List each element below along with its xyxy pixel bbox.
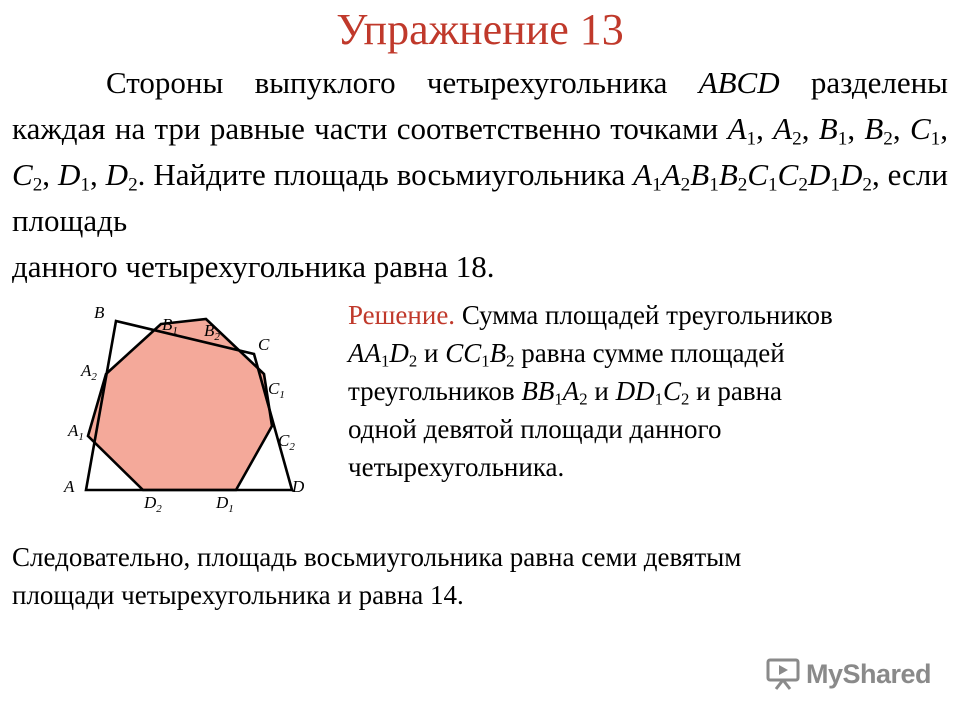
octagon-shape	[88, 319, 272, 490]
solution-label: Решение.	[348, 300, 456, 330]
label-a1: $A_1$	[68, 421, 84, 443]
label-b1: $B_1$	[162, 315, 178, 337]
label-d2: $D_2$	[144, 493, 162, 515]
logo-text: MyShared	[806, 658, 932, 689]
label-d: D	[292, 477, 305, 496]
label-b: B	[94, 303, 105, 322]
label-a2: $A_2$	[81, 361, 97, 383]
conclusion-text: Следовательно, площадь восьмиугольника равна семи девятым площади четырехугольника и равна 14.	[12, 542, 742, 610]
label-d1: $D_1$	[216, 493, 234, 515]
slide-title: Упражнение 13	[336, 5, 624, 54]
label-c1: $C_1$	[268, 379, 285, 401]
myshared-logo	[766, 654, 936, 694]
problem-text: Стороны выпуклого четырехугольника ABCD разделены каждая на три равные части соответственно точками $A_1$, $A_2$, $B_1$, $B_2$, $C_1$, $C_2$, $D_1$, $D_2$. Найдите площадь восьмиугольника $A_1A_2B_1B_2C_1C_2D_1D_2$, если площадь данного четырехугольника равна 18.	[12, 65, 949, 284]
quadrilateral-figure	[56, 296, 326, 528]
projector-screen-icon	[766, 657, 800, 691]
label-c2: $C_2$	[278, 431, 295, 453]
label-a: A	[64, 477, 75, 496]
label-b2: $B_2$	[204, 321, 220, 343]
solution-text: Решение. Сумма площадей треугольников $AA_1D_2$ и $CC_1B_2$ равна сумме площадей треугольников $BB_1A_2$ и $DD_1C_2$ и равна одной девятой площади данного четырехугольника.	[348, 300, 833, 482]
label-c: C	[258, 335, 270, 354]
